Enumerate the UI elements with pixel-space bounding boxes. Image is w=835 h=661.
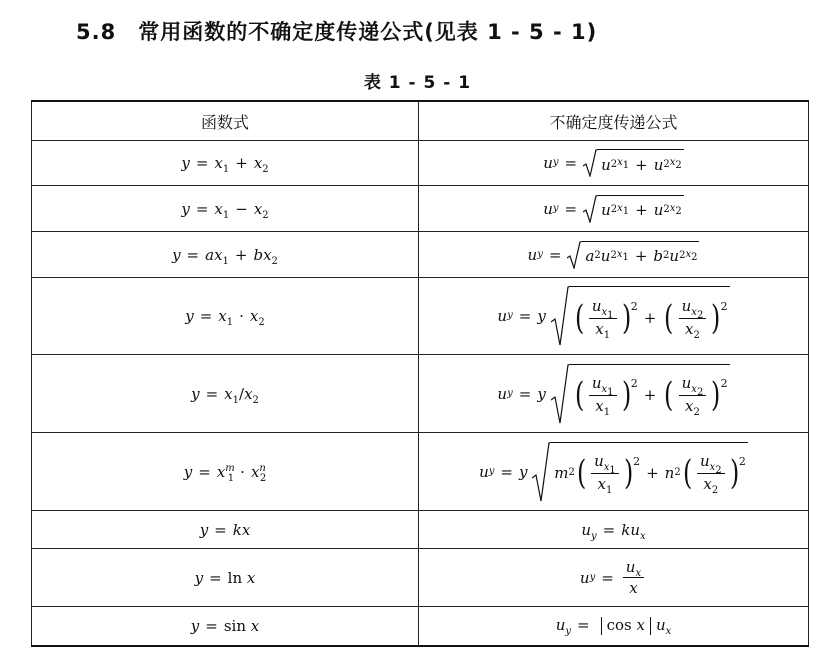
formula-cell [419,607,809,646]
formula-cell [419,549,809,607]
table-row [32,433,809,511]
section-number: 5.8 [76,20,117,44]
function-cell [32,433,419,511]
formula-cell [419,433,809,511]
formula-cell [419,186,809,232]
column-header-function: 函数式 [32,101,419,141]
function-cell [32,607,419,646]
radical: m 2 ( $\frac{u_{x_1}}{x_1}$ ) 2 + n 2 ( $\frac{u_{x_2}}{x_2}$ ) 2 [532,442,748,502]
section-heading [76,16,597,46]
table-row [32,607,809,646]
formula-expression: u y = y ( $\frac{u_{x_1}}{x_1}$ ) 2 + ( $\frac{u_{x_2}}{x_2}$ ) 2 [497,286,729,346]
column-header-formula: 不确定度传递公式 [419,101,809,141]
function-expression: $y = x_1 + x_2$ [181,154,269,175]
table-header-row [32,101,809,141]
function-cell [32,232,419,278]
function-expression: y = sin x [190,616,260,635]
function-expression: $y = x_1 \cdot x_2$ [185,307,265,328]
formula-cell [419,141,809,186]
table-row [32,186,809,232]
radical: ( $\frac{u_{x_1}}{x_1}$ ) 2 + ( $\frac{u_{x_2}}{x_2}$ ) 2 [551,286,730,346]
formula-cell [419,232,809,278]
table-row [32,278,809,355]
function-expression: $y = x^m_1 \cdot x^n_2$ [183,462,267,484]
function-expression: $y = x_1 - x_2$ [181,199,269,221]
formula-cell [419,278,809,355]
function-cell [32,511,419,549]
radical: ( $\frac{u_{x_1}}{x_1}$ ) 2 + ( $\frac{u_{x_2}}{x_2}$ ) 2 [551,364,730,424]
formula-expression: u y = $\frac{u_x}{x}$ [580,559,647,597]
table-row [32,511,809,549]
function-cell [32,141,419,186]
table-row [32,549,809,607]
uncertainty-table [31,100,809,647]
radical: u 2 $x_1$ + u 2 $x_2$ [583,149,684,177]
function-cell [32,278,419,355]
formula-cell [419,511,809,549]
radical: a 2 u 2 $x_1$ + b 2 u 2 $x_2$ [567,241,699,269]
formula-expression: u y = y m 2 ( $\frac{u_{x_1}}{x_1}$ ) 2 + n 2 ( $\frac{u_{x_2}}{x_2}$ ) 2 [479,442,748,502]
table-row [32,355,809,433]
function-expression: $y = x_1/x_2$ [191,384,259,406]
section-title: 常用函数的不确定度传递公式(见表 1 - 5 - 1) [138,20,598,44]
table-caption: 表 1 - 5 - 1 [363,73,472,93]
function-cell [32,355,419,433]
radical: u 2 $x_1$ + u 2 $x_2$ [583,195,684,223]
formula-expression: $u_y = \cos x$ $u_x$ [555,616,672,638]
function-expression: y = ln x [194,568,256,587]
formula-expression: $u_y = ku_x$ [581,520,646,542]
function-expression: $y = ax_1 + bx_2$ [172,245,278,267]
formula-expression: u y = y ( $\frac{u_{x_1}}{x_1}$ ) 2 + ( $\frac{u_{x_2}}{x_2}$ ) 2 [497,364,729,424]
table-row [32,141,809,186]
table-row [32,232,809,278]
formula-expression: u y = u 2 $x_1$ + u 2 $x_2$ [543,149,684,177]
formula-expression: u y = u 2 $x_1$ + u 2 $x_2$ [543,195,684,223]
function-cell [32,186,419,232]
function-expression: y = kx [199,520,251,539]
function-cell [32,549,419,607]
formula-cell [419,355,809,433]
formula-expression: u y = a 2 u 2 $x_1$ + b 2 u 2 $x_2$ [528,241,700,269]
